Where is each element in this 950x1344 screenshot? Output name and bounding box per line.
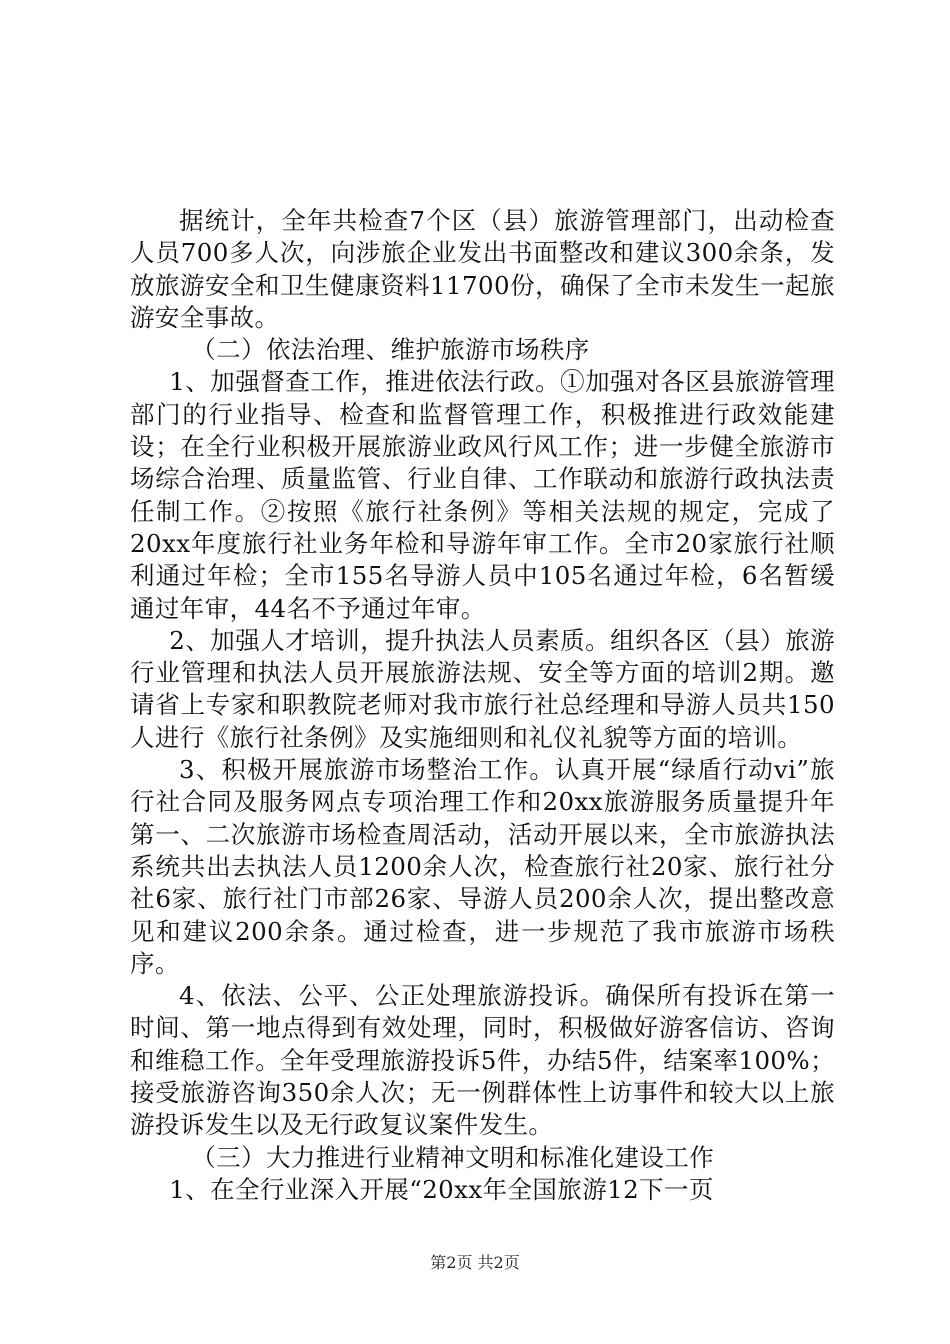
paragraph-market-rectification: 3、积极开展旅游市场整治工作。认真开展“绿盾行动vi”旅行社合同及服务网点专项治理工作和20xx旅游服务质量提升年第一、二次旅游市场检查周活动，活动开展以来，全市旅游执法系统共出去执法人员1200余人次，检查旅行社20家、旅行社分社6家、旅行社门市部26家、导游人员200余人次，提出整改意见和建议200余条。通过检查，进一步规范了我市旅游市场秩序。 bbox=[130, 755, 835, 978]
paragraph-safety-stats: 据统计，全年共检查7个区（县）旅游管理部门，出动检查人员700多人次，向涉旅企业发出书面整改和建议300余条，发放旅游安全和卫生健康资料11700份，确保了全市未发生一起旅游安全事故。 bbox=[130, 206, 835, 332]
page-number-footer: 第2页 共2页 bbox=[430, 1253, 520, 1272]
paragraph-complaints: 4、依法、公平、公正处理旅游投诉。确保所有投诉在第一时间、第一地点得到有效处理，同时，积极做好游客信访、咨询和维稳工作。全年受理旅游投诉5件，办结5件，结案率100%；接受旅游咨询350余人次；无一例群体性上访事件和较大以上旅游投诉发生以及无行政复议案件发生。 bbox=[130, 981, 835, 1140]
paragraph-supervision: 1、加强督查工作，推进依法行政。①加强对各区县旅游管理部门的行业指导、检查和监督管理工作，积极推进行政效能建设；在全行业积极开展旅游业政风行风工作；进一步健全旅游市场综合治理、质量监管、行业自律、工作联动和旅游行政执法责任制工作。②按照《旅行社条例》等相关法规的规定，完成了20xx年度旅行社业务年检和导游年审工作。全市20家旅行社顺利通过年检；全市155名导游人员中105名通过年检，6名暂缓通过年审，44名不予通过年审。 bbox=[130, 367, 835, 623]
section-heading-2: （二）依法治理、维护旅游市场秩序 bbox=[191, 335, 590, 365]
section-heading-3: （三）大力推进行业精神文明和标准化建设工作 bbox=[191, 1142, 715, 1172]
paragraph-civilization: 1、在全行业深入开展“20xx年全国旅游12下一页 bbox=[169, 1174, 714, 1204]
document-body bbox=[130, 205, 835, 1206]
paragraph-training: 2、加强人才培训，提升执法人员素质。组织各区（县）旅游行业管理和执法人员开展旅游法规、安全等方面的培训2期。邀请省上专家和职教院老师对我市旅行社总经理和导游人员共150人进行《旅行社条例》及实施细则和礼仪礼貌等方面的培训。 bbox=[130, 625, 835, 752]
